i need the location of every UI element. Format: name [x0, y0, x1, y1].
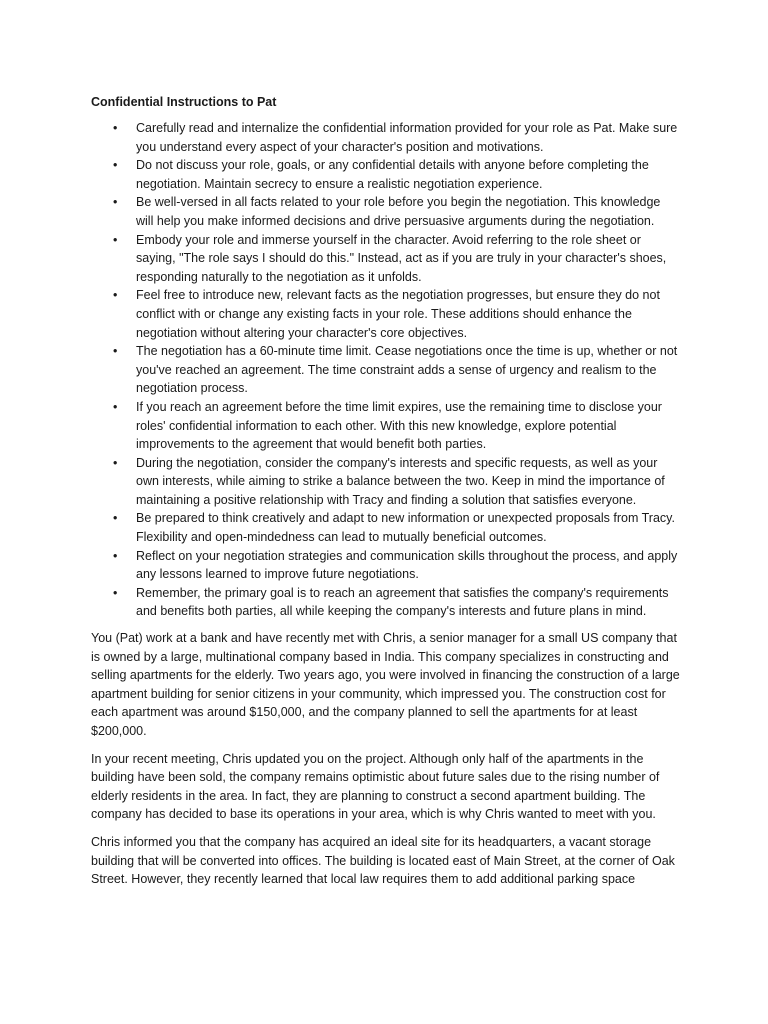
instruction-item	[91, 231, 681, 287]
instruction-item	[91, 119, 681, 156]
body-paragraph: You (Pat) work at a bank and have recently met with Chris, a senior manager for a small US company that is owned by a large, multinational company based in India. This company specializes in constructing and selling apartments for the elderly. Two years ago, you were involved in financing the construction of a large apartment building for senior citizens in your community, which impressed you. The construction cost for each apartment was around $150,000, and the company planned to sell the apartments for at least $200,000.	[91, 631, 680, 738]
instruction-text: If you reach an agreement before the time limit expires, use the remaining time to disclose your roles' confidential information to each other. With this new knowledge, explore potential improvements to the agreement that would benefit both parties.	[136, 399, 662, 452]
instruction-item	[91, 509, 681, 546]
instruction-item	[91, 342, 681, 398]
bullet-icon: •	[113, 344, 118, 359]
instruction-text: Remember, the primary goal is to reach an agreement that satisfies the company's requirements and benefits both parties, all while keeping the company's interests and future plans in mind.	[136, 585, 669, 619]
instruction-text: Do not discuss your role, goals, or any confidential details with anyone before completing the negotiation. Maintain secrecy to ensure a realistic negotiation experience.	[136, 158, 649, 191]
bullet-icon: •	[113, 121, 118, 135]
instruction-text: The negotiation has a 60-minute time limit. Cease negotiations once the time is up, whether or not you've reached an agreement. The time constraint adds a sense of urgency and realism to the negotiation process.	[136, 344, 678, 396]
bullet-icon: •	[113, 548, 118, 563]
bullet-icon: •	[113, 585, 118, 600]
instruction-text: During the negotiation, consider the company's interests and specific requests, as well as your own interests, while aiming to strike a balance between the two. Keep in mind the importance of maintaining a positive relationship with Tracy and finding a solution that satisfies everyone.	[136, 455, 665, 507]
body-paragraph: Chris informed you that the company has acquired an ideal site for its headquarters, a vacant storage building that will be converted into offices. The building is located east of Main Street, at the corner of Oak Street. However, they recently learned that local law requires them to add additional parking space	[91, 834, 675, 887]
instruction-item	[91, 156, 681, 193]
instruction-item	[91, 286, 681, 342]
document-page	[91, 93, 681, 898]
instruction-text: Be prepared to think creatively and adapt to new information or unexpected proposals from Tracy. Flexibility and open-mindedness can lead to mutually beneficial outcomes.	[136, 511, 675, 545]
instruction-item	[91, 398, 681, 454]
instruction-text: Reflect on your negotiation strategies and communication skills throughout the process, and apply any lessons learned to improve future negotiations.	[136, 548, 678, 582]
instruction-item	[91, 584, 681, 621]
bullet-icon: •	[113, 288, 118, 303]
instruction-item	[91, 454, 681, 510]
instruction-text: Carefully read and internalize the confidential information provided for your role as Pat. Make sure you understand every aspect of your character's position and motivations.	[136, 121, 678, 154]
body-paragraph: In your recent meeting, Chris updated you on the project. Although only half of the apartments in the building have been sold, the company remains optimistic about future sales due to the rising number of elderly residents in the area. In fact, they are planning to construct a second apartment building. The company has decided to base its operations in your area, which is why Chris wanted to meet with you.	[91, 751, 660, 822]
bullet-icon: •	[113, 158, 118, 173]
bullet-icon: •	[113, 455, 118, 470]
instruction-text: Feel free to introduce new, relevant facts as the negotiation progresses, but ensure they do not conflict with or change any existing facts in your role. These additions should enhance the negotiation without altering your character's core objectives.	[136, 288, 660, 340]
bullet-icon: •	[113, 232, 118, 247]
bullet-icon: •	[113, 399, 118, 414]
bullet-icon: •	[113, 511, 118, 526]
instruction-text: Be well-versed in all facts related to your role before you begin the negotiation. This knowledge will help you make informed decisions and drive persuasive arguments during the negotiation.	[136, 195, 661, 228]
instruction-item	[91, 547, 681, 584]
document-title: Confidential Instructions to Pat	[91, 95, 277, 109]
instruction-item	[91, 193, 681, 230]
instruction-text: Embody your role and immerse yourself in the character. Avoid referring to the role sheet or saying, "The role says I should do this." Instead, act as if you are truly in your character's shoes, responding naturally to the negotiation as it unfolds.	[136, 232, 667, 284]
bullet-icon: •	[113, 195, 118, 210]
instruction-list	[91, 119, 681, 621]
